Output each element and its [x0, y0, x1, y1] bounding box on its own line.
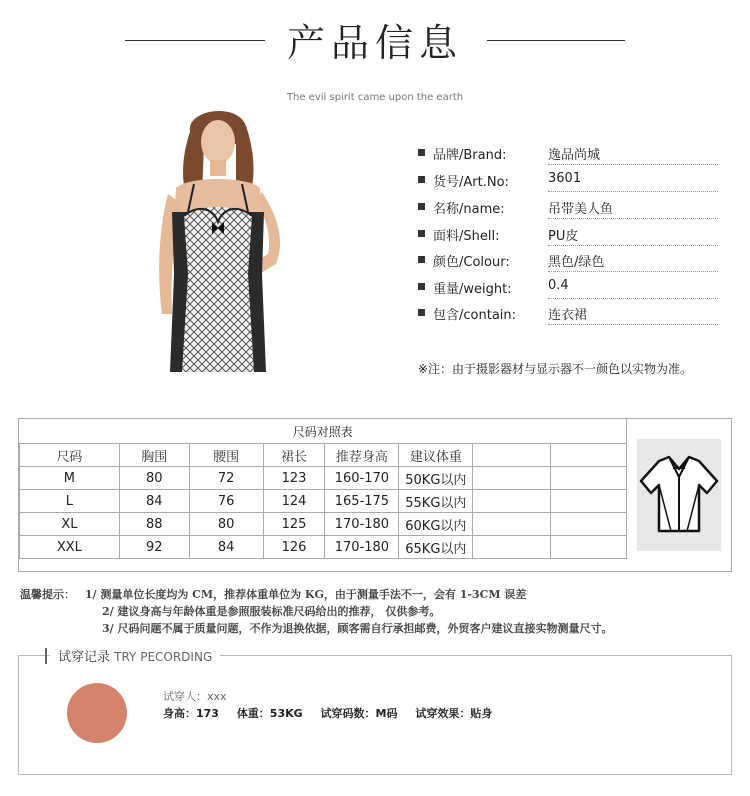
- tryer-name: 试穿人：xxx: [163, 690, 227, 703]
- table-cell: 55KG以内: [399, 490, 473, 513]
- table-cell: 123: [263, 467, 325, 490]
- info-row-art-no: [418, 169, 718, 195]
- table-cell: 125: [263, 513, 325, 536]
- table-header-cell: [551, 444, 627, 467]
- table-cell: 84: [189, 536, 263, 559]
- table-header-cell: 腰围: [189, 444, 263, 467]
- square-bullet-icon: [418, 149, 425, 156]
- table-cell: M: [20, 467, 120, 490]
- avatar: [67, 683, 127, 743]
- table-cell: 170-180: [325, 536, 399, 559]
- table-row: [20, 490, 627, 513]
- table-cell: [551, 490, 627, 513]
- table-header-cell: 推荐身高: [325, 444, 399, 467]
- table-cell: [551, 513, 627, 536]
- color-disclaimer: ※注：由于摄影器材与显示器不一颜色以实物为准。: [418, 362, 693, 376]
- dotted-divider: [548, 298, 718, 299]
- square-bullet-icon: [418, 256, 425, 263]
- table-header-cell: 尺码: [20, 444, 120, 467]
- info-label: 颜色/Colour:: [433, 255, 510, 270]
- table-cell: [473, 536, 551, 559]
- table-cell: 80: [119, 467, 189, 490]
- info-value: 3601: [548, 171, 582, 186]
- table-cell: 124: [263, 490, 325, 513]
- table-header-cell: 建议体重: [399, 444, 473, 467]
- product-photo: [138, 104, 298, 372]
- table-cell: XL: [20, 513, 120, 536]
- info-row-weight: [418, 276, 718, 302]
- table-cell: 76: [189, 490, 263, 513]
- table-cell: [473, 513, 551, 536]
- square-bullet-icon: [418, 176, 425, 183]
- shirt-illustration: [637, 439, 721, 551]
- try-on-title-en: TRY PECORDING: [114, 650, 213, 664]
- try-weight: 体重：53KG: [236, 707, 303, 720]
- square-bullet-icon: [418, 230, 425, 237]
- page-subtitle: The evil spirit came upon the earth: [286, 92, 464, 103]
- page-title: 产品信息: [286, 21, 463, 65]
- info-row-colour: [418, 249, 718, 275]
- info-row-contain: [418, 302, 718, 328]
- dotted-divider: [548, 218, 718, 219]
- square-bullet-icon: [418, 309, 425, 316]
- table-row: [20, 467, 627, 490]
- table-row: [20, 513, 627, 536]
- table-cell: XXL: [20, 536, 120, 559]
- tips-line-3: 3/ 尺码问题不属于质量问题，不作为退换依据，顾客需自行承担邮费，外贸客户建议直接实物测量尺寸。: [102, 622, 613, 635]
- table-row: [20, 536, 627, 559]
- table-header-cell: 裙长: [263, 444, 325, 467]
- table-cell: 88: [119, 513, 189, 536]
- table-header-row: [20, 444, 627, 467]
- info-value: 连衣裙: [548, 308, 588, 323]
- try-on-title: [50, 646, 220, 665]
- shirt-icon: [637, 439, 721, 551]
- tips-line-2: 2/ 建议身高与年龄体重是参照服装标准尺码给出的推荐， 仅供参考。: [102, 605, 441, 618]
- try-size: 试穿码数：M码: [320, 707, 398, 720]
- size-chart: [18, 418, 732, 572]
- table-cell: [473, 467, 551, 490]
- dotted-divider: [548, 271, 718, 272]
- table-cell: 65KG以内: [399, 536, 473, 559]
- table-cell: 92: [119, 536, 189, 559]
- table-header-cell: [473, 444, 551, 467]
- dotted-divider: [548, 245, 718, 246]
- tips-label: 温馨提示：: [20, 588, 75, 601]
- table-cell: 126: [263, 536, 325, 559]
- info-value: 逸品尚城: [548, 148, 601, 163]
- tips-text: 1/ 测量单位长度均为 CM，推荐体重单位为 KG，由于测量手法不一，会有 1-3CM 误差: [84, 588, 527, 601]
- try-on-details: [163, 705, 506, 721]
- info-label: 名称/name:: [433, 202, 505, 217]
- section-marker: [45, 648, 47, 664]
- info-label: 包含/contain:: [433, 308, 517, 323]
- table-cell: 170-180: [325, 513, 399, 536]
- table-cell: 80: [189, 513, 263, 536]
- table-cell: [551, 536, 627, 559]
- try-on-title-cn: 试穿记录: [58, 650, 111, 665]
- info-label: 品牌/Brand:: [433, 148, 507, 163]
- size-table-caption: 尺码对照表: [20, 419, 627, 444]
- try-height: 身高：173: [163, 707, 219, 720]
- info-label: 货号/Art.No:: [433, 175, 509, 190]
- info-value: PU皮: [548, 229, 579, 244]
- dotted-divider: [548, 324, 718, 325]
- try-effect: 试穿效果：贴身: [415, 707, 493, 720]
- table-cell: 60KG以内: [399, 513, 473, 536]
- dotted-divider: [548, 191, 718, 192]
- info-value: 吊带美人鱼: [548, 202, 614, 217]
- table-cell: 50KG以内: [399, 467, 473, 490]
- square-bullet-icon: [418, 203, 425, 210]
- info-label: 重量/weight:: [433, 282, 512, 297]
- table-cell: 72: [189, 467, 263, 490]
- info-row-name: [418, 196, 718, 222]
- info-label: 面料/Shell:: [433, 229, 500, 244]
- dotted-divider: [548, 164, 718, 165]
- size-table: [19, 419, 627, 559]
- table-cell: [551, 467, 627, 490]
- tips-line-1: [20, 586, 526, 602]
- table-header-cell: 胸围: [119, 444, 189, 467]
- table-cell: [473, 490, 551, 513]
- table-cell: 84: [119, 490, 189, 513]
- info-row-brand: [418, 142, 718, 168]
- table-cell: L: [20, 490, 120, 513]
- table-cell: 165-175: [325, 490, 399, 513]
- info-row-shell: [418, 223, 718, 249]
- info-value: 0.4: [548, 278, 569, 293]
- info-value: 黑色/绿色: [548, 255, 605, 270]
- square-bullet-icon: [418, 283, 425, 290]
- table-cell: 160-170: [325, 467, 399, 490]
